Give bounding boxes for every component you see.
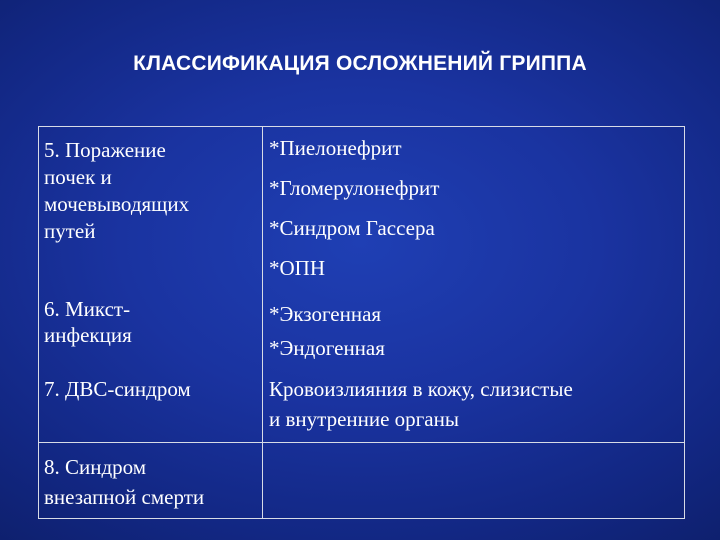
cell-text: 8. Синдром [44,455,147,479]
cell-text: путей [44,219,96,243]
table-border-left [38,126,39,519]
table-row-sudden-death-left [44,452,204,512]
table-column-divider [262,126,263,519]
slide-title: КЛАССИФИКАЦИЯ ОСЛОЖНЕНИЙ ГРИППА [133,52,587,75]
cell-text: 6. Микст- [44,297,131,321]
cell-text: *Пиелонефрит [269,136,402,160]
table-border-right [684,126,685,519]
cell-text: внезапной смерти [44,485,205,509]
table-row-dic-right [269,376,573,432]
table-row-mixed-left [44,296,132,348]
cell-text: и внутренние органы [269,407,459,431]
cell-text: *ОПН [269,256,325,280]
table-row-kidney-right [269,128,439,288]
table-row-dic-left [44,376,191,402]
table-row-mixed-right [269,294,385,368]
cell-text: почек и [44,165,112,189]
cell-text: мочевыводящих [44,192,190,216]
cell-text: *Экзогенная [269,302,382,326]
cell-text: 5. Поражение [44,138,166,162]
table-border-top [38,126,685,127]
complications-table [38,126,685,519]
table-border-bottom [38,518,685,519]
cell-text: 7. ДВС-синдром [44,377,191,401]
cell-text: инфекция [44,323,132,347]
table-row-kidney-left [44,134,189,248]
cell-text: Кровоизлияния в кожу, слизистые [269,377,573,401]
cell-text: *Синдром Гассера [269,216,435,240]
table-divider-row3 [38,442,685,443]
cell-text: *Эндогенная [269,336,385,360]
cell-text: *Гломерулонефрит [269,176,440,200]
